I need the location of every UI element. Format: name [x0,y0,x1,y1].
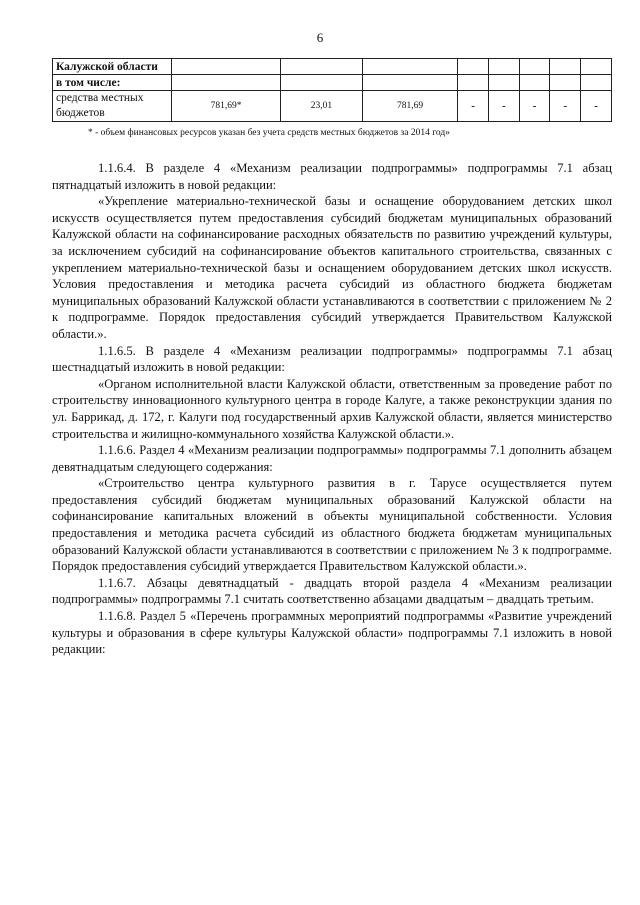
table-cell [581,75,612,91]
table-cell [550,75,581,91]
table-footnote: * - объем финансовых ресурсов указан без учета средств местных бюджетов за 2014 год» [88,128,450,138]
table-cell: 23,01 [281,91,363,122]
table-cell: 781,69 [362,91,457,122]
table-cell [489,75,520,91]
table-cell [172,75,281,91]
row-label: средства местных бюджетов [53,91,172,122]
paragraph: 1.1.6.6. Раздел 4 «Механизм реализации подпрограммы» подпрограммы 7.1 дополнить абзацем девятнадцатым следующего содержания: [52,443,612,474]
row-label: Калужской области [53,59,172,75]
row-label: в том числе: [53,75,172,91]
paragraph: 1.1.6.5. В разделе 4 «Механизм реализации подпрограммы» подпрограммы 7.1 абзац шестнадцатый изложить в новой редакции: [52,343,612,375]
table-cell: - [519,91,550,122]
table-cell [550,59,581,75]
table-cell [519,59,550,75]
table-cell [362,75,457,91]
table-cell [519,75,550,91]
document-body [52,160,612,658]
table-cell [458,59,489,75]
table-cell [281,75,363,91]
paragraph: «Строительство центра культурного развития в г. Тарусе осуществляется путем предоставления субсидий бюджетам муниципальных образований Калужской области на софинансирование капитальных вложений в объекты муниципальной собственности. Условия предоставления и методика расчета субсидий из областного бюджета бюджетам муниципальных образований Калужской области устанавливаются в соответствии с приложением № 3 к подпрограмме. Порядок предоставления субсидий утверждается Правительством Калужской области.». [52,476,612,574]
paragraph: «Органом исполнительной власти Калужской области, ответственным за проведение работ по строительству инновационного культурного центра в городе Калуге, а также реконструкции здания по ул. Баррикад, д. 172, г. Калуги под государственный архив Калужской области, является министерство строительства и жилищно-коммунального хозяйства Калужской области.». [52,376,612,441]
paragraph: 1.1.6.4. В разделе 4 «Механизм реализации подпрограммы» подпрограммы 7.1 абзац пятнадцатый изложить в новой редакции: [52,161,612,192]
table-cell [281,59,363,75]
paragraph: 1.1.6.7. Абзацы девятнадцатый - двадцать второй раздела 4 «Механизм реализации подпрограммы» подпрограммы 7.1 считать соответственно абзацами двадцатым – двадцать третьим. [52,575,612,607]
page-number: 6 [316,30,324,45]
table-row [53,75,612,91]
table-cell: - [489,91,520,122]
table-cell: - [458,91,489,122]
table-cell [172,59,281,75]
funding-table [52,58,612,122]
paragraph: «Укрепление материально-технической базы и оснащение оборудованием детских школ искусств осуществляется путем предоставления субсидий бюджетам муниципальных образований Калужской области на софинансирование расходных обязательств по развитию учреждений культуры, за исключением субсидий на софинансирование объектов капитального строительства, связанных с укреплением материально-технической базы и оснащением оборудованием детских школ искусств. Условия предоставления и методика расчета субсидий из областного бюджета бюджетам муниципальных образований Калужской области устанавливаются в соответствии с приложением № 2 к подпрограмме. Порядок предоставления субсидий утверждается Правительством Калужской области.». [52,194,612,341]
table-row [53,91,612,122]
table-cell [362,59,457,75]
table-cell: - [581,91,612,122]
table-cell: 781,69* [172,91,281,122]
table-cell: - [550,91,581,122]
paragraph: 1.1.6.8. Раздел 5 «Перечень программных мероприятий подпрограммы «Развитие учреждений культуры и образования в сфере культуры Калужской области» подпрограммы 7.1 изложить в новой редакции: [52,609,612,657]
table-row [53,59,612,75]
table-cell [489,59,520,75]
table-cell [581,59,612,75]
table-cell [458,75,489,91]
